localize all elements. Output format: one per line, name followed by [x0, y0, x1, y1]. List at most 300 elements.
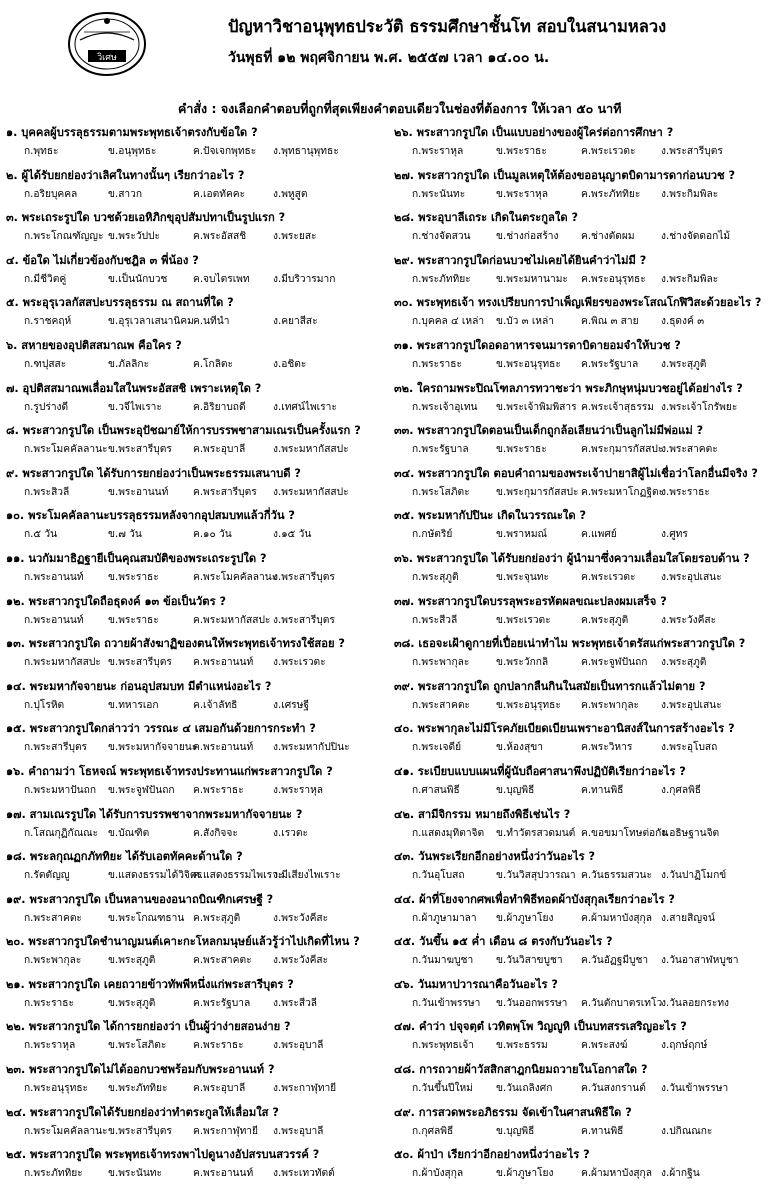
answer-choice: ง.พระราหุล [273, 784, 324, 796]
answer-choice: ก.พระภัททิยะ [412, 273, 471, 285]
answer-choice: ง.พระเจ้าโกรัพยะ [661, 401, 738, 413]
question-text: ๒๘. พระอุบาลีเถระ เกิดในตระกูลใด ? [394, 211, 579, 225]
question-item [394, 507, 770, 550]
answer-choice: ค.พระอนุรุทธะ [581, 273, 646, 285]
answer-choice: ข.พระสารีบุตร [108, 1125, 172, 1137]
question-text: ๕. พระอุรุเวลกัสสปะบรรลุธรรม ณ สถานที่ใด ? [6, 296, 234, 310]
answer-choices [6, 909, 386, 928]
question-item [6, 635, 386, 678]
question-text: ๔๘. การถวายผ้าวัสสิกสาฎกนิยมถวายในโอกาสใด ? [394, 1063, 648, 1077]
answer-choice: ข.พระราธะ [496, 146, 547, 157]
answer-choice: ก.พระพากุละ [412, 657, 470, 669]
question-text: ๑๕. พระสาวกรูปใดกล่าวว่า วรรณะ ๔ เสมอกันด้วยการกระทำ ? [6, 722, 316, 736]
question-item [394, 593, 770, 636]
answer-choice: ข.พระอานนท์ [108, 486, 169, 498]
answer-choice: ค.ขอขมาโทษต่อกัน [581, 827, 669, 839]
question-item [6, 1104, 386, 1147]
answer-choice: ก.พระราหุล [412, 146, 464, 157]
answer-choice: ง.พระกิมพิละ [661, 273, 719, 285]
answer-choice: ง.พระเทวทัตต์ [273, 1168, 335, 1180]
question-text: ๓๔. พระสาวกรูปใด ตอบคำถามของพระเจ้าปายาสิผู้ไม่เชื่อว่าโลกอื่นมีจริง ? [394, 466, 758, 480]
answer-choice: ง.พระกาฬุทายี [273, 1083, 337, 1095]
question-text: ๓๙. พระสาวกรูปใด ถูกปลากลืนกินในสมัยเป็นทารกแล้วไม่ตาย ? [394, 679, 706, 693]
answer-choices [6, 866, 386, 885]
answer-choice: ข.วันเถลิงศก [496, 1083, 553, 1095]
answer-choice: ง.พระสุภูติ [661, 657, 707, 669]
answer-choices [6, 568, 386, 587]
answer-choice: ข.๗ วัน [108, 529, 142, 541]
answer-choice: ก.พระพากุละ [24, 955, 82, 967]
question-item [6, 763, 386, 806]
answer-choices [6, 483, 386, 502]
answer-choice: ค.พระรัฐบาล [193, 997, 251, 1009]
question-item [394, 550, 770, 593]
question-item [394, 422, 770, 465]
answer-choices [6, 440, 386, 459]
question-text: ๓๘. เธอจะเฝ้าดูกายที่เปื่อยเน่าทำไม พระพุทธเจ้าตรัสแก่พระสาวกรูปใด ? [394, 637, 746, 651]
answer-choice: ง.วันอาสาฬหบูชา [661, 955, 739, 967]
question-item [394, 635, 770, 678]
question-text: ๒๗. พระสาวกรูปใด เป็นมูลเหตุให้ต้องขออนุญาตบิดามารดาก่อนบวช ? [394, 168, 735, 182]
answer-choice: ง.กุศลพิธี [661, 784, 702, 796]
question-text: ๒๓. พระสาวกรูปใดไม่ได้ออกบวชพร้อมกับพระอานนท์ ? [6, 1063, 275, 1077]
answer-choice: ก.พระนันทะ [412, 188, 466, 200]
question-text: ๗. อุปติสสมาณพเลื่อมใสในพระอัสสชิ เพราะเหตุใด ? [6, 381, 262, 395]
answer-choices [394, 270, 770, 289]
question-item [394, 1018, 770, 1061]
answer-choice: ค.จบไตรเพท [193, 273, 250, 285]
answer-choice: ข.พระสารีบุตร [108, 657, 172, 669]
answer-choice: ง.พระมหากัสสปะ [273, 486, 349, 498]
answer-choice: ง.มีบริวารมาก [273, 273, 336, 285]
answer-choice: ค.พระอานนท์ [193, 742, 254, 754]
answer-choice: ข.บัณฑิต [108, 827, 150, 839]
answer-choice: ข.พระราธะ [108, 571, 159, 583]
answer-choice: ก.พระราหุล [24, 1040, 76, 1052]
answer-choice: ค.พระอุบาลี [193, 444, 246, 456]
question-text: ๙. พระสาวกรูปใด ได้รับการยกย่องว่าเป็นพระธรรมเสนาบดี ? [6, 466, 301, 480]
exam-instruction: คำสั่ง : จงเลือกคำตอบที่ถูกที่สุดเพียงคำตอบเดียวในช่องที่ต้องการ ให้เวลา ๕๐ นาที [178, 101, 622, 116]
answer-choices [6, 1164, 386, 1183]
answer-choice: ก.พระโมคคัลลานะ [24, 444, 108, 456]
answer-choices [394, 185, 770, 204]
answer-choices [6, 738, 386, 757]
answer-choice: ก.วันขึ้นปีใหม่ [412, 1083, 473, 1095]
answer-choice: ก.พระอานนท์ [24, 571, 84, 583]
answer-choice: ค.๑๐ วัน [193, 529, 232, 541]
question-item [6, 124, 386, 167]
answer-choice: ข.พระเจ้าพิมพิสาร [496, 401, 577, 413]
question-item [6, 209, 386, 252]
answer-choice: ค.พระราธะ [193, 784, 244, 796]
answer-choice: ข.พระธรรม [496, 1040, 548, 1052]
question-text: ๑๔. พระมหากัจจายนะ ก่อนอุปสมบท มีตำแหน่งอะไร ? [6, 679, 272, 693]
answer-choice: ก.พระสิวลี [24, 486, 70, 498]
answer-choice: ข.อุรุเวลาเสนานิคม [108, 316, 194, 328]
answer-choices [394, 398, 770, 417]
answer-choice: ก.พระโกณฑัญญะ [24, 231, 104, 243]
answer-choice: ข.พระอนุรุทธะ [496, 358, 561, 370]
answer-choice: ง.พระอุโบสถ [661, 742, 718, 754]
question-text: ๓๗. พระสาวกรูปใดบรรลุพระอรหัตผลขณะปลงผมเสร็จ ? [394, 594, 667, 608]
answer-choice: ก.ฑปุสสะ [24, 358, 67, 370]
answer-choice: ข.พระราธะ [108, 614, 159, 626]
answer-choices [394, 696, 770, 715]
answer-choice: ง.เทศน์ไพเราะ [273, 401, 337, 413]
answer-choice: ง.สายสิญจน์ [661, 912, 715, 924]
question-item [394, 337, 770, 380]
answer-choice: ข.พระเรวตะ [496, 614, 551, 626]
answer-choices [6, 994, 386, 1013]
answer-choices [6, 1079, 386, 1098]
answer-choice: ค.พระมหาโกฏฐิตะ [581, 486, 665, 498]
question-item [6, 550, 386, 593]
answer-choice: ข.บัว ๓ เหล่า [496, 316, 554, 328]
answer-choices [394, 994, 770, 1013]
answer-choice: ค.แพศย์ [581, 529, 617, 541]
question-text: ๔๖. วันมหาปวารณาคือวันอะไร ? [394, 977, 558, 991]
answer-choice: ค.วันอัฏฐมีบูชา [581, 955, 649, 967]
answer-choice: ข.บุญพิธี [496, 1125, 535, 1137]
question-text: ๑๒. พระสาวกรูปใดถือธุดงค์ ๑๓ ข้อเป็นวัตร ? [6, 594, 226, 608]
question-item [394, 124, 770, 167]
answer-choice: ค.ช่างตัดผม [581, 231, 635, 243]
answer-choice: ง.พระยสะ [273, 231, 317, 243]
question-item [394, 933, 770, 976]
answer-choice: ข.แสดงธรรมได้วิจิตร [108, 870, 202, 882]
answer-choice: ข.พระนันทะ [108, 1168, 162, 1180]
question-text: ๖. สหายของอุปติสสมาณพ คือใคร ? [6, 338, 182, 352]
answer-choices [394, 142, 770, 161]
answer-choices [394, 781, 770, 800]
answer-choice: ก.รัตตัญญู [24, 870, 70, 882]
answer-choices [6, 355, 386, 374]
answer-choice: ข.สาวก [108, 188, 143, 200]
answer-choices [394, 483, 770, 502]
answer-choices [394, 227, 770, 246]
question-item [394, 848, 770, 891]
answer-choice: ก.รูปร่างดี [24, 401, 69, 413]
answer-choice: ก.พระพุทธเจ้า [412, 1040, 474, 1052]
question-text: ๒๙. พระสาวกรูปใดก่อนบวชไม่เคยได้ยินคำว่าไม่มี ? [394, 253, 647, 267]
answer-choice: ก.ปุโรหิต [24, 699, 65, 711]
answer-choice: ข.พระมหานามะ [496, 273, 568, 285]
answer-choices [394, 355, 770, 374]
answer-choice: ก.๕ วัน [24, 529, 58, 541]
question-item [6, 422, 386, 465]
question-text: ๒๕. พระสาวกรูปใด พระพุทธเจ้าทรงพาไปดูนางอัปสรบนสวรรค์ ? [6, 1148, 320, 1162]
question-text: ๓๐. พระพุทธเจ้า ทรงเปรียบการบำเพ็ญเพียรของพระโสณโกฬิวิสะด้วยอะไร ? [394, 296, 762, 310]
answer-choices [6, 525, 386, 544]
answer-choices [394, 824, 770, 843]
answer-choice: ก.พระราธะ [412, 358, 462, 370]
question-text: ๔๕. วันขึ้น ๑๕ ค่ำ เดือน ๘ ตรงกับวันอะไร ? [394, 935, 613, 949]
answer-choice: ค.โกลิตะ [193, 358, 234, 370]
answer-choice: ง.เรวตะ [273, 827, 308, 839]
answer-choices [394, 440, 770, 459]
answer-choice: ง.มีเสียงไพเราะ [273, 870, 341, 882]
answer-choice: ก.พระโสภิตะ [412, 486, 470, 498]
answer-choice: ง.ศูทร [661, 529, 688, 541]
question-text: ๔๗. คำว่า ปจุจตฺตํ เวทิตพฺโพ วิญญูหิ เป็นบทสรรเสริญอะไร ? [394, 1020, 687, 1034]
question-item [394, 252, 770, 295]
answer-choice: ก.พระรัฐบาล [412, 444, 469, 456]
question-text: ๔๔. ผ้าที่โยงจากศพเพื่อทำพิธีทอดผ้าบังสุกุลเรียกว่าอะไร ? [394, 892, 675, 906]
question-text: ๔๙. การสวดพระอภิธรรม จัดเข้าในศาสนพิธีใด ? [394, 1105, 632, 1119]
answer-choice: ข.ห้องสุขา [496, 742, 543, 754]
answer-choice: ง.พระวังคีสะ [661, 614, 717, 626]
question-text: ๑๙. พระสาวกรูปใด เป็นหลานของอนาถบิณฑิกเศรษฐี ? [6, 892, 274, 906]
answer-choice: ค.พระพากุละ [581, 699, 640, 711]
answer-choice: ก.กุศลพิธี [412, 1125, 454, 1137]
exam-title: ปัญหาวิชาอนุพุทธประวัติ ธรรมศึกษาชั้นโท สอบในสนามหลวง [228, 17, 667, 36]
answer-choice: ง.พระกิมพิละ [661, 188, 719, 200]
answer-choice: ค.เจ้าลัทธิ [193, 699, 238, 711]
answer-choice: ง.พระอุบาลี [273, 1125, 324, 1137]
answer-choice: ข.พระสารีบุตร [108, 444, 172, 456]
question-item [6, 167, 386, 210]
answer-choice: ก.พระอานนท์ [24, 614, 84, 626]
answer-choice: ง.พระมหากัปปินะ [273, 742, 350, 754]
answer-choices [394, 1164, 770, 1183]
answer-choice: ค.พระอานนท์ [193, 657, 254, 669]
question-text: ๓๓. พระสาวกรูปใดตอนเป็นเด็กถูกล้อเลียนว่าเป็นลูกไม่มีพ่อแม่ ? [394, 424, 704, 438]
answer-choice: ง.พระสุภูติ [661, 358, 707, 370]
answer-choices [394, 1079, 770, 1098]
answer-choices [6, 653, 386, 672]
answer-choice: ก.บุคคล ๔ เหล่า [412, 316, 485, 328]
question-item [394, 720, 770, 763]
answer-choice: ก.พระภัททิยะ [24, 1168, 83, 1180]
answer-choice: ค.สังกิจจะ [193, 827, 238, 839]
answer-choice: ค.พระมหากัสสปะ [193, 614, 271, 626]
answer-choice: ค.พระอานนท์ [193, 1168, 254, 1180]
answer-choice: ข.พระมหากัจจายนะ [108, 742, 198, 754]
question-text: ๑๐. พระโมคคัลลานะบรรลุธรรมหลังจากอุปสมบทแล้วกี่วัน ? [6, 509, 295, 523]
question-item [394, 294, 770, 337]
answer-choice: ค.วันสงกรานต์ [581, 1083, 646, 1095]
question-item [6, 848, 386, 891]
question-item [6, 720, 386, 763]
answer-choice: ค.พระอุบาลี [193, 1083, 246, 1095]
answer-choice: ง.เศรษฐี [273, 699, 309, 711]
question-text: ๑. บุคคลผู้บรรลุธรรมตามพระพุทธเจ้าตรงกับข้อใด ? [6, 126, 258, 139]
answer-choice: ก.พระสาคตะ [24, 912, 82, 924]
answer-choice: ง.พระสีวลี [273, 997, 318, 1009]
answer-choice: ค.ทานพิธี [581, 1125, 624, 1137]
answer-choice: ค.พระอัสสชิ [193, 231, 247, 243]
answer-choice: ง.ปกิณณกะ [661, 1125, 713, 1137]
answer-choice: ข.พระจูฬปันถก [108, 784, 175, 796]
question-item [6, 891, 386, 934]
answer-choice: ค.พระเรวตะ [581, 146, 636, 157]
svg-text:วิเศษ: วิเศษ [97, 53, 117, 63]
answer-choice: ค.วันตักบาตรเทโว [581, 997, 663, 1009]
answer-choice: ค.พระสุภูติ [193, 912, 241, 924]
answer-choices [394, 951, 770, 970]
answer-choice: ก.พระสีวลี [412, 614, 458, 626]
answer-choice: ข.พระกุมารกัสสปะ [496, 486, 579, 498]
answer-choice: ก.ช่างจัดสวน [412, 231, 471, 243]
questions-column-right [394, 124, 770, 1189]
answer-choice: ข.พระสุภูติ [108, 955, 156, 967]
answer-choice: ก.ผ้าภูษามาลา [412, 912, 477, 924]
answer-choice: ง.พระวังคีสะ [273, 955, 329, 967]
answer-choice: ค.ทานพิธี [581, 784, 624, 796]
question-text: ๒๖. พระสาวกรูปใด เป็นแบบอย่างของผู้ใคร่ต่อการศึกษา ? [394, 126, 674, 139]
question-text: ๓๖. พระสาวกรูปใด ได้รับยกย่องว่า ผู้นำมาซึ่งความเลื่อมใสโดยรอบด้าน ? [394, 551, 750, 565]
answer-choice: ก.วันมาฆบูชา [412, 955, 474, 967]
question-item [6, 337, 386, 380]
answer-choices [6, 951, 386, 970]
question-text: ๒๔. พระสาวกรูปใดได้รับยกย่องว่าทำตระกูลให้เลื่อมใส ? [6, 1105, 279, 1119]
question-item [6, 806, 386, 849]
answer-choice: ค.พระภัททิยะ [581, 188, 641, 200]
answer-choice: ก.พระเจ้าอุเทน [412, 401, 478, 413]
question-text: ๔๑. ระเบียบแบบแผนที่ผู้นับถือศาสนาพึงปฏิบัติเรียกว่าอะไร ? [394, 764, 686, 778]
answer-choice: ก.พระเจดีย์ [412, 742, 462, 754]
answer-choice: ก.พระมหาปันถก [24, 784, 96, 796]
answer-choice: ค.พระสารีบุตร [193, 486, 257, 498]
answer-choice: ง.พระอุบาลี [273, 1040, 324, 1052]
question-text: ๘. พระสาวกรูปใด เป็นพระอุปัชฌาย์ให้การบรรพชาสามเณรเป็นครั้งแรก ? [6, 424, 361, 438]
question-text: ๔๒. สามีจิกรรม หมายถึงพิธีเช่นไร ? [394, 807, 571, 821]
answer-choice: ก.วันเข้าพรรษา [412, 997, 481, 1009]
answer-choice: ง.พระวังคีสะ [273, 912, 329, 924]
answer-choice: ก.โสณกุฏิกัณณะ [24, 827, 99, 839]
answer-choice: ข.บุญพิธี [496, 784, 535, 796]
question-item [6, 678, 386, 721]
answer-choice: ง.ผ้ากฐิน [661, 1168, 700, 1180]
answer-choice: ข.วันวิสสุปวารณา [496, 870, 576, 882]
answer-choice: ง.พระสารีบุตร [273, 614, 335, 626]
question-item [394, 806, 770, 849]
question-item [6, 1061, 386, 1104]
answer-choice: ก.พุทธะ [24, 146, 59, 157]
answer-choices [6, 142, 386, 161]
answer-choice: ค.พระสุภูติ [581, 614, 629, 626]
answer-choice: ข.พระภัททิยะ [108, 1083, 168, 1095]
answer-choice: ก.พระอนุรุทธะ [24, 1083, 89, 1095]
answer-choice: ก.พระโมคคัลลานะ [24, 1125, 108, 1137]
answer-choice: ก.วันอุโบสถ [412, 870, 465, 882]
answer-choice: ง.พระสารีบุตร [661, 146, 723, 157]
answer-choice: ค.แสดงธรรมไพเราะ [193, 870, 284, 882]
question-text: ๔๐. พระพากุละไม่มีโรคภัยเบียดเบียนเพราะอานิสงส์ในการสร้างอะไร ? [394, 722, 735, 736]
answer-choice: ง.ฤกษ์ฤกษ์ [661, 1040, 708, 1052]
question-text: ๑๓. พระสาวกรูปใด ถวายผ้าสังฆาฏิของตนให้พระพุทธเจ้าทรงใช้สอย ? [6, 637, 345, 651]
question-item [6, 507, 386, 550]
question-item [394, 1061, 770, 1104]
question-item [394, 465, 770, 508]
answer-choices [394, 1122, 770, 1141]
answer-choice: ก.อริยบุคคล [24, 188, 78, 200]
answer-choice: ก.พระสารีบุตร [24, 742, 88, 754]
answer-choice: ค.ผ้ามหาบังสุกุล [581, 912, 652, 924]
answer-choices [6, 270, 386, 289]
seal-emblem [66, 10, 148, 78]
answer-choice: ค.เอตทัคคะ [193, 188, 246, 200]
answer-choice: ค.พระกุมารกัสสปะ [581, 444, 664, 456]
answer-choices [394, 738, 770, 757]
answer-choice: ข.วันออกพรรษา [496, 997, 568, 1009]
answer-choices [6, 312, 386, 331]
answer-choice: ก.พระสาคตะ [412, 699, 470, 711]
question-text: ๔. ข้อใด ไม่เกี่ยวข้องกับชฎิล ๓ พี่น้อง ? [6, 253, 199, 267]
answer-choice: ข.พระวักกลิ [496, 657, 549, 669]
answer-choice: ก.กษัตริย์ [412, 529, 453, 541]
answer-choices [394, 866, 770, 885]
answer-choice: ก.ราชคฤห์ [24, 316, 72, 328]
answer-choice: ค.พระกาฬุทายี [193, 1125, 258, 1137]
answer-choice: ค.นทีนำ [193, 316, 230, 328]
answer-choice: ง.วันเข้าพรรษา [661, 1083, 729, 1095]
answer-choice: ก.พระสุภูติ [412, 571, 459, 583]
question-item [6, 380, 386, 423]
answer-choice: ข.พระโสภิตะ [108, 1040, 167, 1052]
question-item [6, 465, 386, 508]
answer-choice: ง.ธุดงค์ ๓ [661, 316, 705, 328]
question-text: ๔๓. วันพระเรียกอีกอย่างหนึ่งว่าวันอะไร ? [394, 850, 595, 864]
question-item [6, 976, 386, 1019]
answer-choice: ง.พระอุปเสนะ [661, 699, 722, 711]
answer-choice: ค.อิริยาบถดี [193, 401, 246, 413]
answer-choice: ง.วันลอยกระทง [661, 997, 730, 1009]
answer-choices [394, 312, 770, 331]
answer-choice: ง.พระราธะ [661, 486, 710, 498]
answer-choice: ง.อธิษฐานจิต [661, 827, 720, 839]
answer-choice: ค.พระราธะ [193, 1040, 244, 1052]
answer-choice: ข.ผ้าภูษาโยง [496, 1168, 554, 1180]
answer-choice: ข.อนุพุทธะ [108, 146, 157, 157]
answer-choice: ค.พระรัฐบาล [581, 358, 639, 370]
question-item [394, 976, 770, 1019]
answer-choice: ค.พระเรวตะ [581, 571, 636, 583]
answer-choices [6, 227, 386, 246]
answer-choice: ค.พระเจ้าสุธรรม [581, 401, 654, 413]
answer-choice: ข.ผ้าภูษาโยง [496, 912, 554, 924]
answer-choice: ง.ช่างจัดดอกไม้ [661, 231, 731, 243]
question-text: ๒๑. พระสาวกรูปใด เคยถวายข้าวทัพพีหนึ่งแก่พระสารีบุตร ? [6, 977, 294, 991]
answer-choice: ข.พระราธะ [496, 444, 547, 456]
answer-choice: ง.พระเรวตะ [273, 657, 326, 669]
question-text: ๓๑. พระสาวกรูปใดอดอาหารจนมารดาบิดายอมจำให้บวช ? [394, 338, 681, 352]
answer-choice: ง.อชิตะ [273, 358, 307, 370]
answer-choice: ข.พระอนุรุทธะ [496, 699, 561, 711]
answer-choices [394, 525, 770, 544]
answer-choice: ง.พหูสูต [273, 188, 308, 200]
answer-choices [394, 568, 770, 587]
answer-choices [6, 185, 386, 204]
answer-choice: ก.พระราธะ [24, 997, 74, 1009]
answer-choice: ข.เป็นนักบวช [108, 273, 168, 285]
questions-column-left [6, 124, 386, 1189]
answer-choice: ก.มีชีวิตคู่ [24, 273, 67, 285]
answer-choices [6, 781, 386, 800]
answer-choice: ค.พระวิหาร [581, 742, 633, 754]
answer-choice: ง.พุทธานุพุทธะ [273, 146, 339, 157]
question-text: ๒๐. พระสาวกรูปใดชำนาญมนต์เคาะกะโหลกมนุษย์แล้วรู้ว่าไปเกิดที่ไหน ? [6, 935, 360, 949]
answer-choice: ง.พระสาคตะ [661, 444, 718, 456]
question-item [394, 891, 770, 934]
answer-choice: ค.ปัจเจกพุทธะ [193, 146, 257, 157]
question-item [394, 1146, 770, 1189]
answer-choice: ง.วันปาฏิโมกข์ [661, 870, 727, 882]
question-text: ๑๗. สามเณรรูปใด ได้รับการบรรพชาจากพระมหากัจจายนะ ? [6, 807, 303, 821]
answer-choices [394, 611, 770, 630]
answer-choices [6, 696, 386, 715]
answer-choices [394, 1036, 770, 1055]
